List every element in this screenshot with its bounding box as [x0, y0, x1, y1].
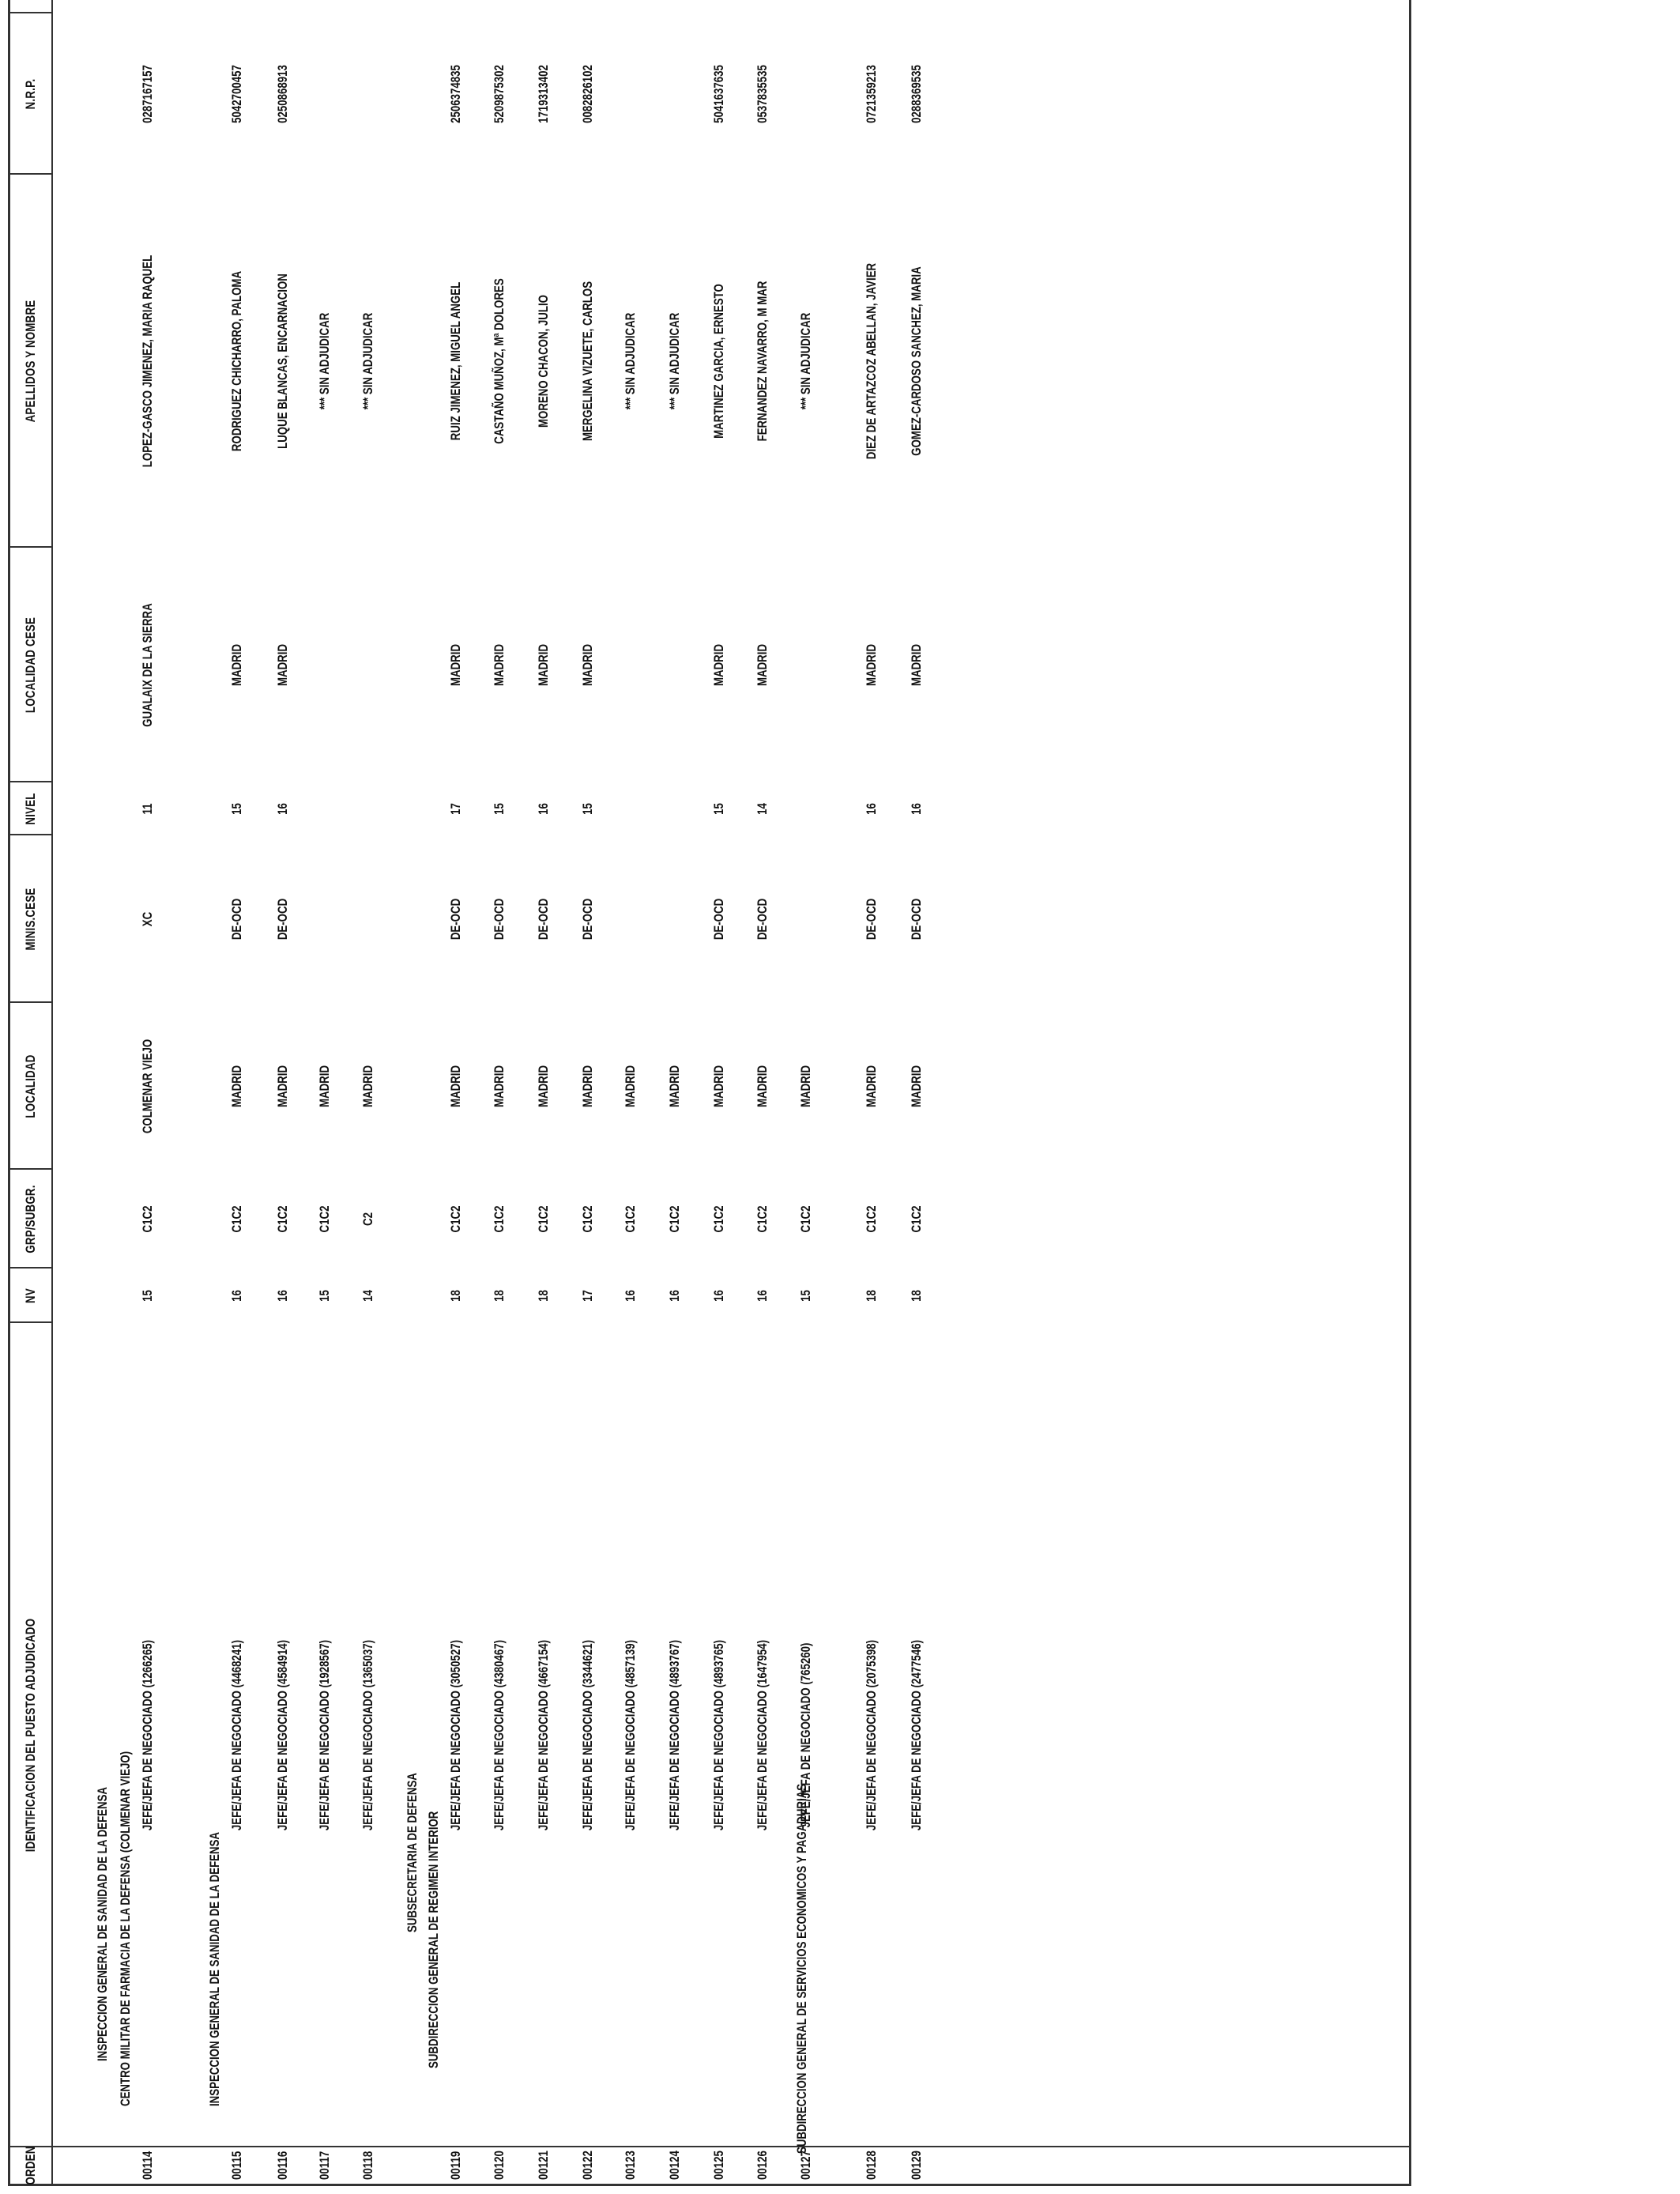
- localidad-cell: MADRID: [360, 1065, 375, 1108]
- apellidos-cell: MORENO CHACON, JULIO: [536, 295, 551, 428]
- grp-cell: C1C2: [536, 1205, 551, 1233]
- header-cuerpo: [10, 0, 51, 2]
- puesto-cell: JEFE/JEFA DE NEGOCIADO (2477546): [909, 1639, 924, 1831]
- apellidos-cell: *** SIN ADJUDICAR: [667, 312, 682, 410]
- localidad-cell: MADRID: [667, 1065, 682, 1108]
- localidad-cese-cell: MADRID: [864, 643, 879, 687]
- nv-cell: 18: [448, 1290, 463, 1302]
- adjudication-table: [8, 0, 1411, 2186]
- grp-cell: C1C2: [667, 1205, 682, 1233]
- nivel-cell: 16: [909, 803, 924, 815]
- table-row: [317, 0, 337, 2184]
- orden-cell: 00116: [275, 2151, 290, 2180]
- localidad-cese-cell: GUALAIX DE LA SIERRA: [140, 603, 155, 727]
- table-row: [140, 0, 160, 2184]
- table-row: [798, 0, 819, 2184]
- localidad-cell: MADRID: [909, 1065, 924, 1108]
- localidad-cese-cell: MADRID: [711, 643, 726, 687]
- grp-cell: C1C2: [140, 1205, 155, 1233]
- header-apellidos: APELLIDOS Y NOMBRE: [23, 300, 38, 423]
- localidad-cese-cell: MADRID: [275, 643, 290, 687]
- nrp-cell: 0287167157: [140, 65, 155, 123]
- nv-cell: 16: [711, 1290, 726, 1302]
- orden-cell: 00121: [536, 2151, 551, 2180]
- orden-cell: 00118: [360, 2151, 375, 2180]
- orden-cell: 00115: [229, 2151, 244, 2180]
- header-nrp: N.R.P.: [23, 78, 38, 110]
- grp-cell: C1C2: [711, 1205, 726, 1233]
- puesto-cell: JEFE/JEFA DE NEGOCIADO (4468241): [229, 1639, 244, 1831]
- minis-cese-cell: DE-OCD: [536, 898, 551, 941]
- apellidos-cell: *** SIN ADJUDICAR: [317, 312, 332, 410]
- nivel-cell: 14: [755, 803, 770, 815]
- header-grp: GRP/SUBGR.: [23, 1185, 38, 1253]
- cuerpo-cell: [275, 0, 291, 2]
- localidad-cell: COLMENAR VIEJO: [140, 1039, 155, 1134]
- minis-cese-cell: DE-OCD: [909, 898, 924, 941]
- localidad-cell: MADRID: [755, 1065, 770, 1108]
- nv-cell: 16: [275, 1290, 290, 1302]
- nv-cell: 18: [536, 1290, 551, 1302]
- nivel-cell: 15: [229, 803, 244, 815]
- table-row: [229, 0, 250, 2184]
- cuerpo-cell: [448, 0, 464, 2]
- orden-cell: 00122: [580, 2151, 595, 2180]
- nrp-cell: 0288369535: [909, 65, 924, 123]
- grp-cell: C1C2: [317, 1205, 332, 1233]
- table-row: [536, 0, 556, 2184]
- column-divider: [10, 1168, 51, 1170]
- nv-cell: 16: [229, 1290, 244, 1302]
- header-nivel: NIVEL: [23, 793, 38, 825]
- minis-cese-cell: XC: [140, 911, 155, 927]
- header-orden: ORDEN: [23, 2146, 38, 2185]
- puesto-cell: JEFE/JEFA DE NEGOCIADO (765260): [798, 1642, 813, 1828]
- header-nv: NV: [23, 1288, 38, 1303]
- localidad-cell: MADRID: [536, 1065, 551, 1108]
- localidad-cell: MADRID: [492, 1065, 507, 1108]
- table-row: [623, 0, 643, 2184]
- grp-cell: C1C2: [798, 1205, 813, 1233]
- puesto-cell: JEFE/JEFA DE NEGOCIADO (4380467): [492, 1639, 507, 1831]
- nrp-cell: 5209875302: [492, 65, 507, 123]
- localidad-cese-cell: MADRID: [909, 643, 924, 687]
- localidad-cese-cell: MADRID: [492, 643, 507, 687]
- nivel-cell: 15: [492, 803, 507, 815]
- column-divider: [10, 834, 51, 835]
- nrp-cell: 5041637635: [711, 65, 726, 123]
- apellidos-cell: *** SIN ADJUDICAR: [798, 312, 813, 410]
- grp-cell: C1C2: [275, 1205, 290, 1233]
- puesto-cell: JEFE/JEFA DE NEGOCIADO (1647954): [755, 1639, 770, 1831]
- table-row: [580, 0, 601, 2184]
- orden-cell: 00119: [448, 2151, 463, 2180]
- column-divider: [10, 1001, 51, 1003]
- nv-cell: 15: [140, 1290, 155, 1302]
- grp-cell: C1C2: [864, 1205, 879, 1233]
- orden-cell: 00128: [864, 2151, 879, 2180]
- cuerpo-cell: [909, 0, 925, 2]
- nv-cell: 16: [623, 1290, 638, 1302]
- orden-cell: 00120: [492, 2151, 507, 2180]
- localidad-cell: MADRID: [448, 1065, 463, 1108]
- cuerpo-cell: [492, 0, 507, 2]
- nv-cell: 17: [580, 1290, 595, 1302]
- nv-cell: 18: [864, 1290, 879, 1302]
- puesto-cell: JEFE/JEFA DE NEGOCIADO (3050527): [448, 1639, 463, 1831]
- localidad-cese-cell: MADRID: [536, 643, 551, 687]
- localidad-cell: MADRID: [229, 1065, 244, 1108]
- nrp-cell: 1719313402: [536, 65, 551, 123]
- table-row: [667, 0, 687, 2184]
- nivel-cell: 16: [275, 803, 290, 815]
- cuerpo-cell: [711, 0, 727, 2]
- orden-cell: 00127: [798, 2151, 813, 2180]
- nrp-cell: 0537835535: [755, 65, 770, 123]
- table-row: [755, 0, 775, 2184]
- puesto-cell: JEFE/JEFA DE NEGOCIADO (3344621): [580, 1639, 595, 1831]
- grp-cell: C1C2: [580, 1205, 595, 1233]
- apellidos-cell: *** SIN ADJUDICAR: [360, 312, 375, 410]
- nv-cell: 18: [909, 1290, 924, 1302]
- column-divider: [10, 173, 51, 175]
- puesto-cell: JEFE/JEFA DE NEGOCIADO (4584914): [275, 1639, 290, 1831]
- nrp-cell: 0250868913: [275, 65, 290, 123]
- minis-cese-cell: DE-OCD: [448, 898, 463, 941]
- puesto-cell: JEFE/JEFA DE NEGOCIADO (4667154): [536, 1639, 551, 1831]
- localidad-cese-cell: MADRID: [755, 643, 770, 687]
- puesto-cell: JEFE/JEFA DE NEGOCIADO (4893767): [667, 1639, 682, 1831]
- localidad-cell: MADRID: [317, 1065, 332, 1108]
- puesto-cell: JEFE/JEFA DE NEGOCIADO (2075398): [864, 1639, 879, 1831]
- header-identificacion: IDENTIFICACION DEL PUESTO ADJUDICADO: [23, 1618, 38, 1853]
- cuerpo-cell: [140, 0, 156, 2]
- cuerpo-cell: [864, 0, 880, 2]
- cuerpo-cell: [580, 0, 596, 2]
- nrp-cell: 0721359213: [864, 65, 879, 123]
- minis-cese-cell: DE-OCD: [229, 898, 244, 941]
- grp-cell: C1C2: [229, 1205, 244, 1233]
- apellidos-cell: MERGELINA VIZUETE, CARLOS: [580, 281, 595, 442]
- apellidos-cell: LOPEZ-GASCO JIMENEZ, MARIA RAQUEL: [140, 254, 155, 468]
- orden-cell: 00129: [909, 2151, 924, 2180]
- nivel-cell: 15: [580, 803, 595, 815]
- puesto-cell: JEFE/JEFA DE NEGOCIADO (1266265): [140, 1639, 155, 1831]
- puesto-cell: JEFE/JEFA DE NEGOCIADO (4857139): [623, 1639, 638, 1831]
- puesto-cell: JEFE/JEFA DE NEGOCIADO (4893765): [711, 1639, 726, 1831]
- localidad-cell: MADRID: [623, 1065, 638, 1108]
- localidad-cell: MADRID: [275, 1065, 290, 1108]
- table-row: [492, 0, 512, 2184]
- apellidos-cell: LUQUE BLANCAS, ENCARNACION: [275, 273, 290, 449]
- localidad-cese-cell: MADRID: [229, 643, 244, 687]
- nv-cell: 15: [317, 1290, 332, 1302]
- localidad-cell: MADRID: [798, 1065, 813, 1108]
- apellidos-cell: GOMEZ-CARDOSO SANCHEZ, MARIA: [909, 266, 924, 456]
- cuerpo-cell: [755, 0, 770, 2]
- section-heading: INSPECCION GENERAL DE SANIDAD DE LA DEFENSA: [207, 1831, 222, 2106]
- table-row: [360, 0, 381, 2184]
- grp-cell: C1C2: [623, 1205, 638, 1233]
- apellidos-cell: RODRIGUEZ CHICHARRO, PALOMA: [229, 270, 244, 452]
- grp-cell: C2: [360, 1212, 375, 1226]
- puesto-cell: JEFE/JEFA DE NEGOCIADO (1365037): [360, 1639, 375, 1831]
- apellidos-cell: CASTAÑO MUÑOZ, Mª DOLORES: [492, 278, 507, 444]
- column-divider: [10, 781, 51, 782]
- section-heading: SUBDIRECCION GENERAL DE REGIMEN INTERIOR: [426, 1811, 441, 2068]
- header-minis-cese: MINIS.CESE: [23, 888, 38, 951]
- apellidos-cell: DIEZ DE ARTAZCOZ ABELLAN, JAVIER: [864, 262, 879, 460]
- table-body: [51, 0, 1409, 2184]
- orden-cell: 00114: [140, 2151, 155, 2180]
- localidad-cese-cell: MADRID: [580, 643, 595, 687]
- section-heading: CENTRO MILITAR DE FARMACIA DE LA DEFENSA (COLMENAR VIEJO): [118, 1751, 133, 2106]
- nv-cell: 14: [360, 1290, 375, 1302]
- section-heading: INSPECCION GENERAL DE SANIDAD DE LA DEFENSA: [95, 1786, 110, 2061]
- table-row: [275, 0, 296, 2184]
- table-header-row: [10, 0, 53, 2184]
- puesto-cell: JEFE/JEFA DE NEGOCIADO (1928567): [317, 1639, 332, 1831]
- minis-cese-cell: DE-OCD: [275, 898, 290, 941]
- orden-cell: 00124: [667, 2151, 682, 2180]
- localidad-cell: MADRID: [864, 1065, 879, 1108]
- section-heading: SUBDIRECCION GENERAL DE SERVICIOS ECONOMICOS Y PAGADURIAS: [794, 1783, 809, 2154]
- nv-cell: 16: [667, 1290, 682, 1302]
- grp-cell: C1C2: [492, 1205, 507, 1233]
- column-divider: [10, 1321, 51, 1323]
- nrp-cell: 0082826102: [580, 65, 595, 123]
- apellidos-cell: FERNANDEZ NAVARRO, M MAR: [755, 281, 770, 442]
- table-row: [711, 0, 732, 2184]
- cuerpo-cell: [229, 0, 245, 2]
- nv-cell: 18: [492, 1290, 507, 1302]
- nv-cell: 15: [798, 1290, 813, 1302]
- cuerpo-cell: [536, 0, 552, 2]
- minis-cese-cell: DE-OCD: [580, 898, 595, 941]
- apellidos-cell: MARTINEZ GARCIA, ERNESTO: [711, 284, 726, 439]
- section-heading: SUBSECRETARIA DE DEFENSA: [405, 1773, 420, 1932]
- table-row: [448, 0, 469, 2184]
- minis-cese-cell: DE-OCD: [755, 898, 770, 941]
- column-divider: [10, 12, 51, 13]
- nivel-cell: 11: [140, 803, 155, 815]
- nrp-cell: 2506374835: [448, 65, 463, 123]
- nrp-cell: 5042700457: [229, 65, 244, 123]
- column-divider: [10, 546, 51, 548]
- minis-cese-cell: DE-OCD: [492, 898, 507, 941]
- apellidos-cell: *** SIN ADJUDICAR: [623, 312, 638, 410]
- localidad-cell: MADRID: [711, 1065, 726, 1108]
- orden-cell: 00123: [623, 2151, 638, 2180]
- orden-cell: 00117: [317, 2151, 332, 2180]
- minis-cese-cell: DE-OCD: [711, 898, 726, 941]
- grp-cell: C1C2: [755, 1205, 770, 1233]
- nv-cell: 16: [755, 1290, 770, 1302]
- apellidos-cell: RUIZ JIMENEZ, MIGUEL ANGEL: [448, 281, 463, 441]
- table-row: [864, 0, 884, 2184]
- orden-cell: 00126: [755, 2151, 770, 2180]
- nivel-cell: 17: [448, 803, 463, 815]
- header-localidad: LOCALIDAD: [23, 1054, 38, 1118]
- header-localidad-cese: LOCALIDAD CESE: [23, 616, 38, 714]
- nivel-cell: 16: [536, 803, 551, 815]
- localidad-cese-cell: MADRID: [448, 643, 463, 687]
- orden-cell: 00125: [711, 2151, 726, 2180]
- minis-cese-cell: DE-OCD: [864, 898, 879, 941]
- grp-cell: C1C2: [909, 1205, 924, 1233]
- grp-cell: C1C2: [448, 1205, 463, 1233]
- nivel-cell: 16: [864, 803, 879, 815]
- localidad-cell: MADRID: [580, 1065, 595, 1108]
- column-divider: [10, 1267, 51, 1269]
- table-row: [909, 0, 929, 2184]
- nivel-cell: 15: [711, 803, 726, 815]
